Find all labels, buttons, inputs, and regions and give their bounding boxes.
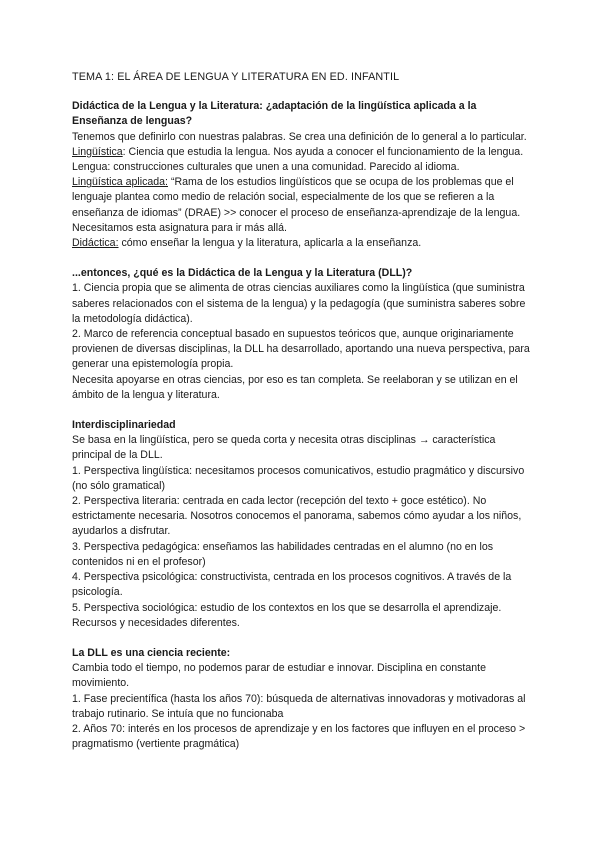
- list-item: 3. Perspectiva pedagógica: enseñamos las habilidades centradas en el alumno (no en los contenidos ni en el profesor): [72, 540, 494, 568]
- definition-didactica: cómo enseñar la lengua y la literatura, aplicarla a la enseñanza.: [118, 237, 422, 250]
- section-interdisciplinariedad: [72, 418, 532, 631]
- paragraph: Necesita apoyarse en otras ciencias, por eso es tan completa. Se reelaboran y se utilizan en el ámbito de la lengua y literatura.: [72, 373, 518, 401]
- section-heading: Didáctica de la Lengua y la Literatura: ¿adaptación de la lingüística aplicada a la Enseñanza de lenguas?: [72, 100, 477, 128]
- definition-linguistica: : Ciencia que estudia la lengua. Nos ayuda a conocer el funcionamiento de la lengua. Lengua: construcciones culturales que unen a una comunidad. Parecido al idioma.: [72, 145, 524, 174]
- section-heading: Interdisciplinariedad: [72, 419, 176, 432]
- list-item: 2. Marco de referencia conceptual basado en supuestos teóricos que, aunque originariamente provienen de diversas disciplinas, la DLL ha desarrollado, aportando una nueva perspectiva, para generar una epistemología propia.: [72, 328, 530, 371]
- document-title: TEMA 1: EL ÁREA DE LENGUA Y LITERATURA EN ED. INFANTIL: [72, 71, 400, 83]
- paragraph-didactica: [72, 236, 532, 251]
- list-item: 1. Ciencia propia que se alimenta de otras ciencias auxiliares como la lingüística (que suministra saberes relacionados con el sistema de la lengua) y la pedagogía (que suministra saberes sobre la metodología didáctica).: [72, 282, 526, 325]
- term-didactica: Didáctica:: [72, 237, 119, 250]
- paragraph-linguistica: [72, 145, 532, 175]
- section-didactica: [72, 99, 532, 251]
- definition-linguistica-aplicada: “Rama de los estudios lingüísticos que se ocupa de los problemas que el lenguaje plantea como medio de relación social, especialmente de los que se refieren a la enseñanza de idiomas” (DRAE) >> conocer el proceso de enseñanza-aprendizaje de la lengua. Necesitamos esta asignatura para ir más allá.: [72, 176, 521, 234]
- paragraph: Se basa en la lingüística, pero se queda corta y necesita otras disciplinas → característica principal de la DLL.: [72, 434, 496, 462]
- list-item: 1. Fase precientífica (hasta los años 70): búsqueda de alternativas innovadoras y motivadoras al trabajo rutinario. Se intuía que no funcionaba: [72, 692, 526, 720]
- paragraph: Tenemos que definirlo con nuestras palabras. Se crea una definición de lo general a lo particular.: [72, 130, 527, 143]
- paragraph-linguistica-aplicada: [72, 175, 532, 236]
- list-item: 1. Perspectiva lingüística: necesitamos procesos comunicativos, estudio pragmático y discursivo (no sólo gramatical): [72, 464, 525, 492]
- term-linguistica-aplicada: Lingüística aplicada:: [72, 176, 168, 189]
- section-ciencia-reciente: [72, 646, 532, 752]
- list-item: 2. Perspectiva literaria: centrada en cada lector (recepción del texto + goce estético). No estrictamente necesaria. Nosotros conocemos el panorama, sabemos cómo ayudar a los niños, ayudarlos a disfrutar.: [72, 495, 522, 538]
- section-heading: La DLL es una ciencia reciente:: [72, 646, 231, 659]
- document-page: [72, 70, 532, 767]
- list-item: 4. Perspectiva psicológica: constructivista, centrada en los procesos cognitivos. A través de la psicología.: [72, 571, 512, 599]
- list-item: 5. Perspectiva sociológica: estudio de los contextos en los que se desarrolla el aprendizaje. Recursos y necesidades diferentes.: [72, 601, 502, 629]
- paragraph: Cambia todo el tiempo, no podemos parar de estudiar e innovar. Disciplina en constante movimiento.: [72, 662, 486, 690]
- section-heading: ...entonces, ¿qué es la Didáctica de la Lengua y la Literatura (DLL)?: [72, 267, 413, 280]
- section-que-es-dll: [72, 266, 532, 403]
- list-item: 2. Años 70: interés en los procesos de aprendizaje y en los factores que influyen en el proceso > pragmatismo (vertiente pragmática): [72, 722, 526, 751]
- term-linguistica: Lingüística: [72, 145, 123, 158]
